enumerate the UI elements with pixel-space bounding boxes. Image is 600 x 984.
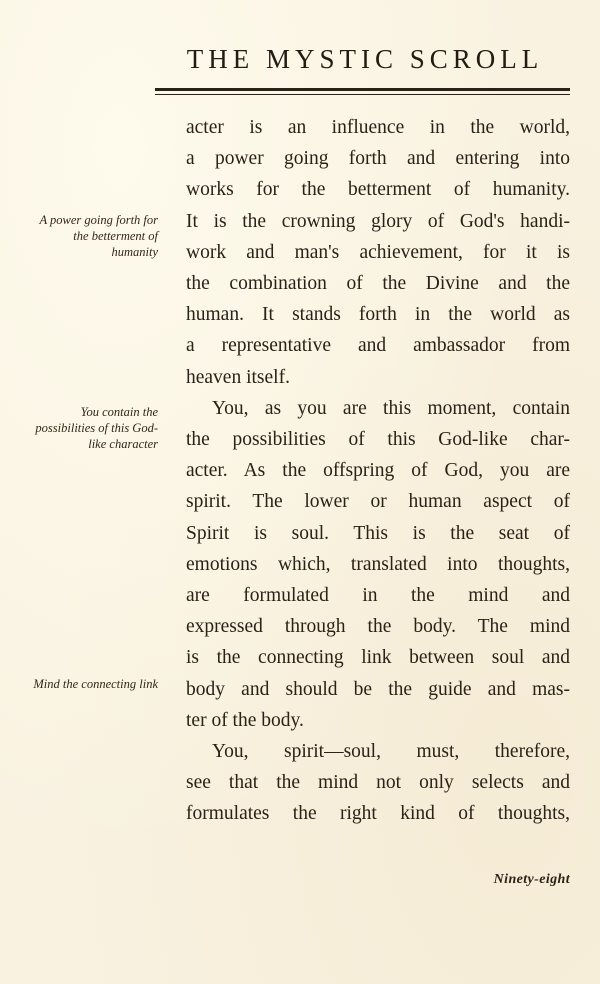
text-line: Spirit is soul. This is the seat of (186, 522, 570, 544)
body-text-column (186, 112, 570, 830)
text-line: emotions which, translated into thoughts, (186, 553, 570, 575)
header-rule-thin (155, 94, 570, 95)
page-folio: Ninety-eight (493, 872, 570, 887)
text-line: It is the crowning glory of God's handi- (186, 210, 570, 232)
text-line-inner: You, spirit—soul, must, therefore, (212, 741, 570, 763)
text-line: heaven itself. (186, 366, 290, 388)
text-line: is the connecting link between soul and (186, 647, 570, 669)
text-line: human. It stands forth in the world as (186, 304, 570, 326)
running-head: THE MYSTIC SCROLL (186, 44, 544, 74)
header-rule-thick (155, 88, 570, 91)
text-line: formulates the right kind of thoughts, (186, 803, 570, 825)
paragraph-3 (186, 736, 570, 830)
text-line: ter of the body. (186, 709, 304, 731)
paragraph-2 (186, 393, 570, 736)
text-line (186, 736, 570, 767)
text-line: expressed through the body. The mind (186, 616, 570, 638)
text-line: the combination of the Divine and the (186, 273, 570, 295)
text-line: see that the mind not only selects and (186, 772, 570, 794)
sidenote-possibilities-god-like: You contain the possibilities of this God-like character (35, 405, 158, 451)
text-line: body and should be the guide and mas- (186, 678, 570, 700)
paragraph-1 (186, 112, 570, 393)
text-line (186, 393, 570, 424)
text-line: work and man's achievement, for it is (186, 241, 570, 263)
text-line: acter. As the offspring of God, you are (186, 460, 570, 482)
header-rule (155, 88, 570, 95)
text-line: are formulated in the mind and (186, 585, 570, 607)
text-line-inner: You, as you are this moment, contain (212, 397, 570, 419)
text-line: works for the betterment of humanity. (186, 179, 570, 201)
text-line: acter is an influence in the world, (186, 117, 570, 138)
text-line: spirit. The lower or human aspect of (186, 491, 570, 513)
text-line: the possibilities of this God-like char- (186, 429, 570, 451)
text-line: a representative and ambassador from (186, 335, 570, 357)
text-line: a power going forth and entering into (186, 148, 570, 170)
sidenote-mind-connecting-link: Mind the connecting link (33, 677, 158, 691)
sidenote-power-going-forth: A power going forth for the betterment of humanity (39, 213, 158, 259)
